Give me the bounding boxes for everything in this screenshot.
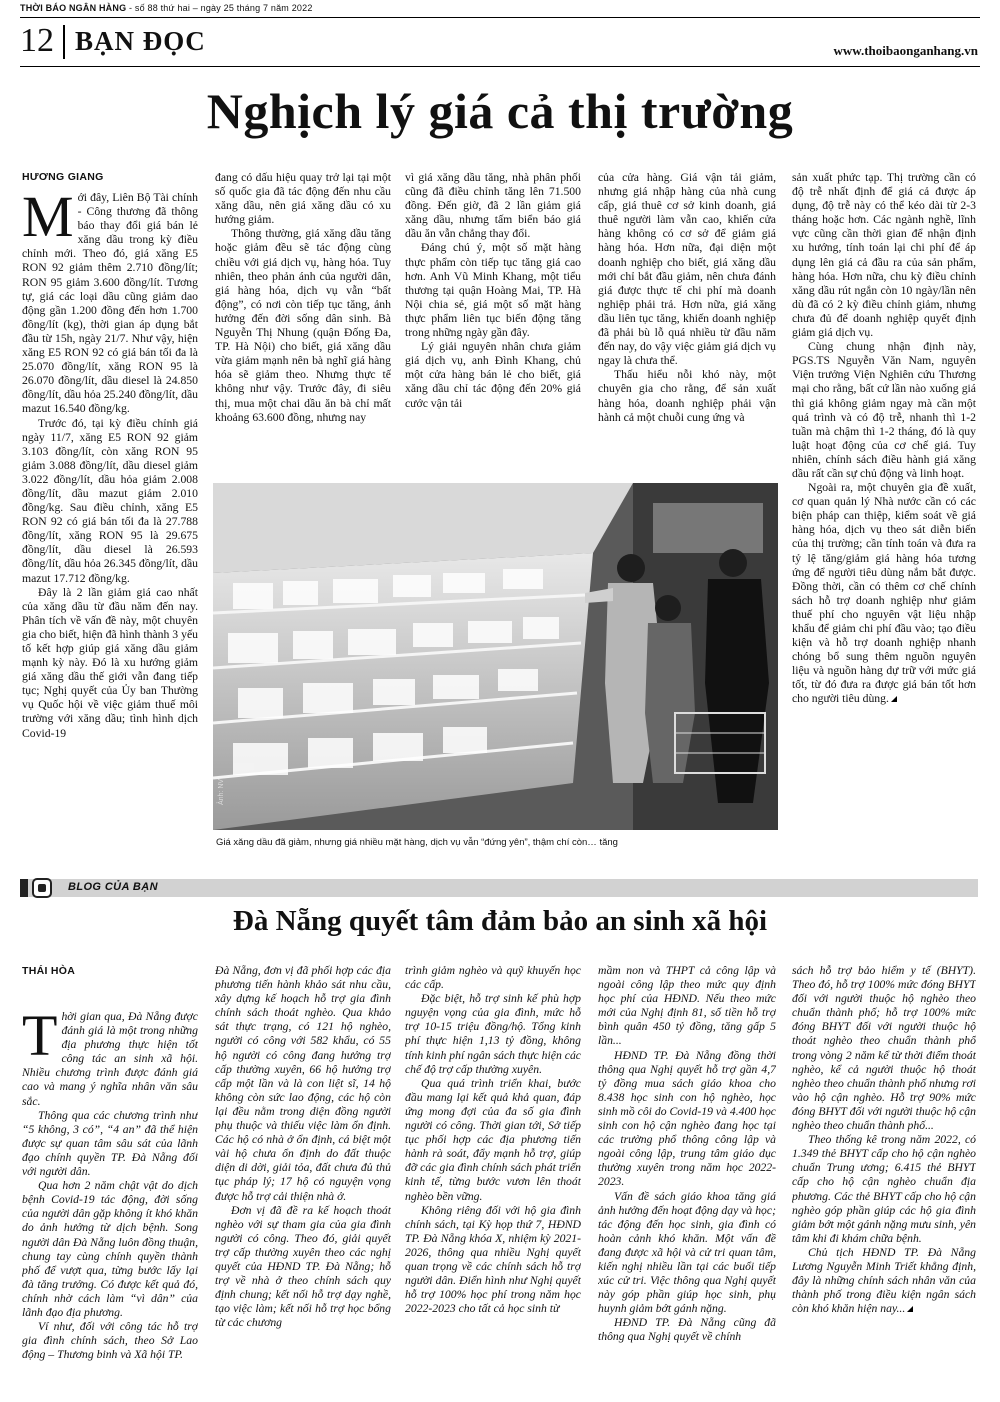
article2-title: Đà Nẵng quyết tâm đảm bảo an sinh xã hội [232, 905, 768, 937]
paragraph-text: ới đây, Liên Bộ Tài chính - Công thương đã thông báo thay đổi giá bán lẻ xăng dầu trong kỳ điều chỉnh mới. Theo đó, giá xăng E5 RON 92 giảm thêm 2.710 đồng/lít; RON 95 giảm 3.600 đồng/lít. Tương tự, giá các loại dầu cũng giảm dao động gần 1.200 đồng đến hơn 1.700 đồng/lít (kg), thời gian áp dụng bắt đầu từ 15h, ngày 21/7. Như vậy, hiện xăng E5 RON 92 có giá bán tối đa là 25.070 đồng/lít, xăng RON 95 là 26.070 đồng/lít, dầu diesel là 24.850 đồng/lít, dầu hỏa 25.240 đồng/lít, dầu mazut 16.540 đồng/kg. [22, 191, 198, 416]
paragraph: sản xuất phức tạp. Thị trường cần có độ trễ nhất định để giá cả được áp dụng, độ trễ này có thể kéo dài từ 2-3 tháng hoặc hơn. Các ngành nghề, lĩnh vực cũng cần thời gian để nhận định xu hướng, tính toán lại chi phí để áp dụng lên giá cả đầu ra của sản phẩm, hàng hóa. Hơn nữa, chu kỳ điều chỉnh xăng dầu rút ngắn còn 10 ngày/lần nên dù đã có 2 kỳ điều chỉnh giảm, nhưng chưa đủ để doanh nghiệp quyết định giảm giá dịch vụ. [792, 171, 976, 340]
article1-author: HƯƠNG GIANG [22, 171, 104, 183]
paragraph: sách hỗ trợ bảo hiểm y tế (BHYT). Theo đó, hỗ trợ 100% mức đóng BHYT đối với người thuộc hộ nghèo theo chuẩn thành phố; hỗ trợ 100% mức đóng BHYT đối với người thuộc hộ thoát nghèo theo chuẩn thành phố trong vòng 2 năm kể từ thời điểm thoát nghèo, kể cả người thuộc hộ thoát nghèo theo chuẩn thành phố nhưng rơi vào hộ cận nghèo. Hỗ trợ 90% mức đóng BHYT đối với người thuộc hộ cận nghèo theo chuẩn thành phố... [792, 964, 976, 1133]
paragraph: Đà Nẵng, đơn vị đã phối hợp các địa phương tiến hành khảo sát nhu cầu, xây dựng kế hoạch hỗ trợ gia đình chính sách thoát nghèo. Qua khảo sát thực trạng, có 121 hộ nghèo, người có công với 582 khẩu, có 55 hộ người có công đang hưởng trợ cấp thường xuyên, 66 hộ hưởng trợ cấp một lần và là con liệt sĩ, 14 hộ không còn sức lao động, các hộ còn lại đều nằm trong diện đồng người phụ thuộc và thiếu việc làm ổn định. Các hộ có nhà ở ổn định, cá biệt một vài hộ chưa ổn định do đất thuộc diện di dời, giải tỏa, đất chưa đủ thủ tục pháp lý; 17 hộ có nguyện vọng được hỗ trợ cải thiện nhà ở. [215, 964, 391, 1203]
photo-credit: Ảnh: NV [218, 778, 225, 805]
paragraph: HĐND TP. Đà Nẵng cũng đã thông qua Nghị quyết về chính [598, 1316, 776, 1344]
article2-col5 [792, 964, 976, 1398]
supermarket-photo [213, 483, 778, 830]
paragraph: mầm non và THPT cả công lập và ngoài công lập theo mức quy định học phí của HĐND. Nếu theo mức mới của Nghị định 81, số tiền hỗ trợ bình quân 450 tỷ đồng, tăng gấp 5 lần... [598, 964, 776, 1048]
paragraph: Đặc biệt, hỗ trợ sinh kế phù hợp nguyện vọng của gia đình, mức hỗ trợ 10-15 triệu đồng/hộ. Tổng kinh phí thực hiện 1,13 tỷ đồng, không tính kinh phí ngân sách thực hiện các chế độ trợ cấp thường xuyên. [405, 992, 581, 1076]
paragraph: Qua hơn 2 năm chật vật do dịch bệnh Covid-19 tác động, đời sống của người dân gặp không ít khó khăn do ảnh hưởng từ dịch bệnh. Song người dân Đà Nẵng luôn đồng thuận, chung tay cùng chính quyền thành phố để vượt qua, từng bước lấy lại đà tăng trưởng. Có được kết quả đó, chính nhờ cách làm “vì dân” của lãnh đạo địa phương. [22, 1179, 198, 1319]
blog-bar [22, 879, 978, 897]
paragraph: Lý giải nguyên nhân chưa giảm giá dịch vụ, anh Đình Khang, chủ một cửa hàng bán lẻ cho biết, giá xăng dầu chỉ tác động đến 20% giá cước vận tải [405, 340, 581, 410]
page-divider [63, 25, 65, 59]
paragraph: HĐND TP. Đà Nẵng đồng thời thông qua Nghị quyết hỗ trợ gần 4,7 tỷ đồng mua sách giáo khoa cho 8.438 học sinh con hộ nghèo, học sinh mồ côi do Covid-19 và 4.400 học sinh con hộ cận nghèo đang học tại các trường phổ thông công lập và ngoài công lập, trung tâm giáo dục thường xuyên trong năm học 2022-2023. [598, 1048, 776, 1189]
paragraph [22, 1010, 198, 1109]
paper-name: THỜI BÁO NGÂN HÀNG [20, 3, 127, 13]
paragraph: Thông qua các chương trình như “5 không, 3 có”, “4 an” đã thể hiện được sự quan tâm sâu sát của lãnh đạo chính quyền TP. Đà Nẵng đối với người dân. [22, 1108, 198, 1179]
paragraph: Trước đó, tại kỳ điều chỉnh giá ngày 11/7, xăng E5 RON 92 giảm 3.103 đồng/lít, còn xăng RON 95 giảm 3.088 đồng/lít, dầu diesel giảm 3.022 đồng/lít, dầu hỏa giảm 2.008 đồng/lít, dầu mazut giảm 2.010 đồng/kg. Sau điều chỉnh, xăng E5 RON 92 có giá bán tối đa là 27.788 đồng/lít, xăng RON 95 là 29.675 đồng/lít, dầu diesel là 26.593 đồng/lít, dầu hỏa 26.345 đồng/lít, dầu mazut 17.712 đồng/kg. [22, 416, 198, 585]
masthead-line [20, 3, 313, 13]
paragraph: Qua quá trình triển khai, bước đầu mang lại kết quả khả quan, đáp ứng mong đợi của đa số gia đình người có công. Thời gian tới, Sở tiếp tục phối hợp các địa phương tiến hành rà soát, đẩy mạnh hỗ trợ, giúp đỡ các gia đình chính sách phát triển kinh tế, từng bước vươn lên thoát nghèo bền vững. [405, 1076, 581, 1203]
blog-label: BLOG CỦA BẠN [68, 881, 158, 893]
paragraph-text: Chủ tịch HĐND TP. Đà Nẵng Lương Nguyễn Minh Triết khẳng định, đây là những chính sách nhân văn của thành phố trong điều kiện ngân sách còn khó khăn hiện nay... [792, 1245, 976, 1316]
paragraph: Cùng chung nhận định này, PGS.TS Nguyễn Văn Nam, nguyên Viện trưởng Viện Nghiên cứu Thương mại cho rằng, bất cứ lần nào xuống giá thì giá không giảm ngay mà cần một quá trình và có độ trễ, nhanh thì 1-2 tuần mà chậm thì 1-2 tháng, đó là quy luật hoạt động của cơ chế giá. Tuy nhiên, chính sách điều hành giá xăng dầu rất cần sự chủ động và linh hoạt. [792, 340, 976, 480]
article2-col2 [215, 964, 391, 1398]
paragraph: Theo thống kê trong năm 2022, có 1.349 thẻ BHYT cấp cho hộ cận nghèo chuẩn Trung ương; 6.415 thẻ BHYT cấp cho hộ cận nghèo chuẩn địa phương. Các thẻ BHYT cấp cho hộ cận nghèo góp phần giúp các hộ gia đình giảm bớt một gánh nặng mưu sinh, yên tâm khi đi khám chữa bệnh. [792, 1133, 976, 1245]
end-mark-icon [891, 696, 897, 702]
paragraph: trình giảm nghèo và quỹ khuyến học các cấp. [405, 964, 581, 992]
article1-col1 [22, 191, 198, 859]
paragraph-text: Ngoài ra, một chuyên gia đề xuất, cơ quan quản lý Nhà nước cần có các biện pháp can thiệp, kiểm soát về giá hàng hóa, dịch vụ theo sát diễn biến của thị trường; cần tính toán và đưa ra tỷ lệ tăng/giảm giá hàng hóa tương ứng để người tiêu dùng nắm bắt được. Đồng thời, cần có thêm cơ chế chính sách hỗ trợ doanh nghiệp như giảm thuế phí cho nguyên vật liệu nhập khẩu để giảm chi phí đầu vào; tạo điều kiện và hỗ trợ doanh nghiệp nhanh chóng bổ sung thêm nguồn nguyên liệu và nguồn hàng dự trữ với mức giá tốt, từ đó đưa ra được giá bán tốt hơn cho người tiêu dùng. [792, 481, 976, 706]
website-url[interactable]: www.thoibaonganhang.vn [833, 43, 978, 58]
blog-icon [32, 878, 52, 898]
paragraph [22, 191, 198, 417]
paragraph: Thấu hiểu nỗi khó này, một chuyên gia cho rằng, để sản xuất hàng hóa, doanh nghiệp phải vận hành cả một chuỗi cung ứng và [598, 368, 776, 424]
dropcap: T [22, 1010, 58, 1068]
paragraph: Đây là 2 lần giảm giá cao nhất của xăng dầu từ đầu năm đến nay. Phân tích về vấn đề này, một chuyên gia cho biết, hiện đã hình thành 3 yếu tố kết hợp giúp giá xăng dầu giảm mạnh kỳ này. Đó là xu hướng giảm giá xăng dầu thế giới vẫn đang tiếp tục; Nghị quyết của Ủy ban Thường vụ Quốc hội về việc giảm thuế môi trường với xăng dầu; tình hình dịch Covid-19 [22, 585, 198, 740]
article1-title: Nghịch lý giá cả thị trường [206, 83, 794, 139]
end-mark-icon [907, 1306, 913, 1312]
article1-col5 [792, 171, 976, 861]
dropcap: M [22, 191, 74, 249]
blog-tag [20, 879, 28, 897]
paragraph: Vấn đề sách giáo khoa tăng giá ảnh hưởng đến hoạt động dạy và học; tác động đến học sinh, gia đình có hoàn cảnh khó khăn. Một vấn đề đang được xã hội và cử tri quan tâm, kiến nghị nhiều lần tại các buổi tiếp xúc cử tri. Việc thông qua Nghị quyết này góp phần giúp học sinh, phụ huynh giảm bớt gánh nặng. [598, 1189, 776, 1316]
article1-col2 [215, 171, 391, 479]
article2-col4 [598, 964, 776, 1398]
article1-col3 [405, 171, 581, 479]
supermarket-illustration [213, 483, 778, 830]
paragraph: đang có dấu hiệu quay trở lại tại một số quốc gia đã tác động đến nhu cầu xăng dầu, nên giá xăng dầu có xu hướng giảm. [215, 171, 391, 227]
paragraph: Thông thường, giá xăng dầu tăng hoặc giảm đều sẽ tác động cùng chiều với giá dịch vụ, hàng hóa. Tuy nhiên, theo phản ánh của người dân, giá hàng hóa, dịch vụ vẫn “bất động”, có nơi còn tiếp tục tăng, ảnh hưởng đến đời sống dân sinh. Bà Nguyễn Thị Nhung (quận Đống Đa, TP. Hà Nội) cho biết, giá xăng dầu vừa giảm mạnh nên bà nghĩ giá hàng hóa sẽ giảm theo. Nhưng thực tế không như vậy. Trước đây, đi siêu thị, mua một chai dầu ăn bà chỉ mất khoảng 63.600 đồng, nhưng nay [215, 227, 391, 424]
article1-col4 [598, 171, 776, 479]
issue-info: - số 88 thứ hai – ngày 25 tháng 7 năm 2022 [126, 3, 313, 13]
header-rule [20, 66, 980, 67]
paragraph-text: hời gian qua, Đà Nẵng được đánh giá là một trong những địa phương thực hiện tốt công tác an sinh xã hội. Nhiều chương trình được đánh giá cao và mang ý nghĩa nhân văn sâu sắc. [22, 1010, 198, 1108]
top-rule [20, 17, 980, 18]
article2-col3 [405, 964, 581, 1398]
paragraph [792, 1246, 976, 1316]
section-title: BẠN ĐỌC [75, 26, 206, 56]
paragraph: của cửa hàng. Giá vận tải giảm, nhưng giá nhập hàng của nhà cung cấp, giá thuê cơ sở kinh doanh, giá thuê người làm vẫn cao, khiến cửa hàng không có cơ sở để giảm giá hàng hóa. Hơn nữa, đại diện một doanh nghiệp cho biết, giá xăng dầu mới chỉ bắt đầu giảm, nên chưa đánh giá được thực tế chi phí mà doanh nghiệp phải trả. Hơn nữa, giá xăng dầu liên tục tăng, khiến doanh nghiệp đã phải bù lỗ quá nhiều từ đầu năm đến nay, do vậy việc giảm giá dịch vụ ngay là chưa thể. [598, 171, 776, 368]
paragraph: Đơn vị đã đề ra kế hoạch thoát nghèo với sự tham gia của gia đình người có công. Theo đó, giải quyết trợ cấp thường xuyên theo các nghị quyết của HĐND TP. Đà Nẵng; hỗ trợ về nhà ở theo chính sách quy định chung; kết nối hỗ trợ dạy nghề, tạo việc làm; kết nối hỗ trợ học bổng từ các chương [215, 1203, 391, 1330]
paragraph: vì giá xăng dầu tăng, nhà phân phối cũng đã điều chỉnh tăng lên 71.500 đồng. Đến giờ, đã 2 lần giảm giá xăng dầu, nhưng tấm biển báo giá dầu ăn vẫn chẳng thay đổi. [405, 171, 581, 241]
paragraph: Đáng chú ý, một số mặt hàng thực phẩm còn tiếp tục tăng giá cao hơn. Anh Vũ Minh Khang, một tiểu thương tại quận Hoàng Mai, TP. Hà Nội chia sẻ, giá một số mặt hàng thực phẩm liên tục biến động tăng trong những ngày gần đây. [405, 241, 581, 340]
paragraph: Ví như, đối với công tác hỗ trợ gia đình chính sách, theo Sở Lao động – Thương binh và Xã hội TP. [22, 1320, 198, 1362]
article2-col1 [22, 1010, 198, 1386]
article2-author: THÁI HÒA [22, 965, 76, 977]
paragraph: Không riêng đối với hộ gia đình chính sách, tại Kỳ họp thứ 7, HĐND TP. Đà Nẵng khóa X, nhiệm kỳ 2021-2026, thông qua nhiều Nghị quyết quan trọng về các chính sách hỗ trợ người dân. Điển hình như Nghị quyết hỗ trợ 100% học phí trong năm học 2022-2023 cho tất cả học sinh từ [405, 1203, 581, 1316]
paragraph [792, 481, 976, 707]
photo-caption: Giá xăng dầu đã giảm, nhưng giá nhiều mặt hàng, dịch vụ vẫn “đứng yên”, thậm chí còn… tăng [216, 837, 618, 848]
page-number: 12 [20, 22, 54, 59]
